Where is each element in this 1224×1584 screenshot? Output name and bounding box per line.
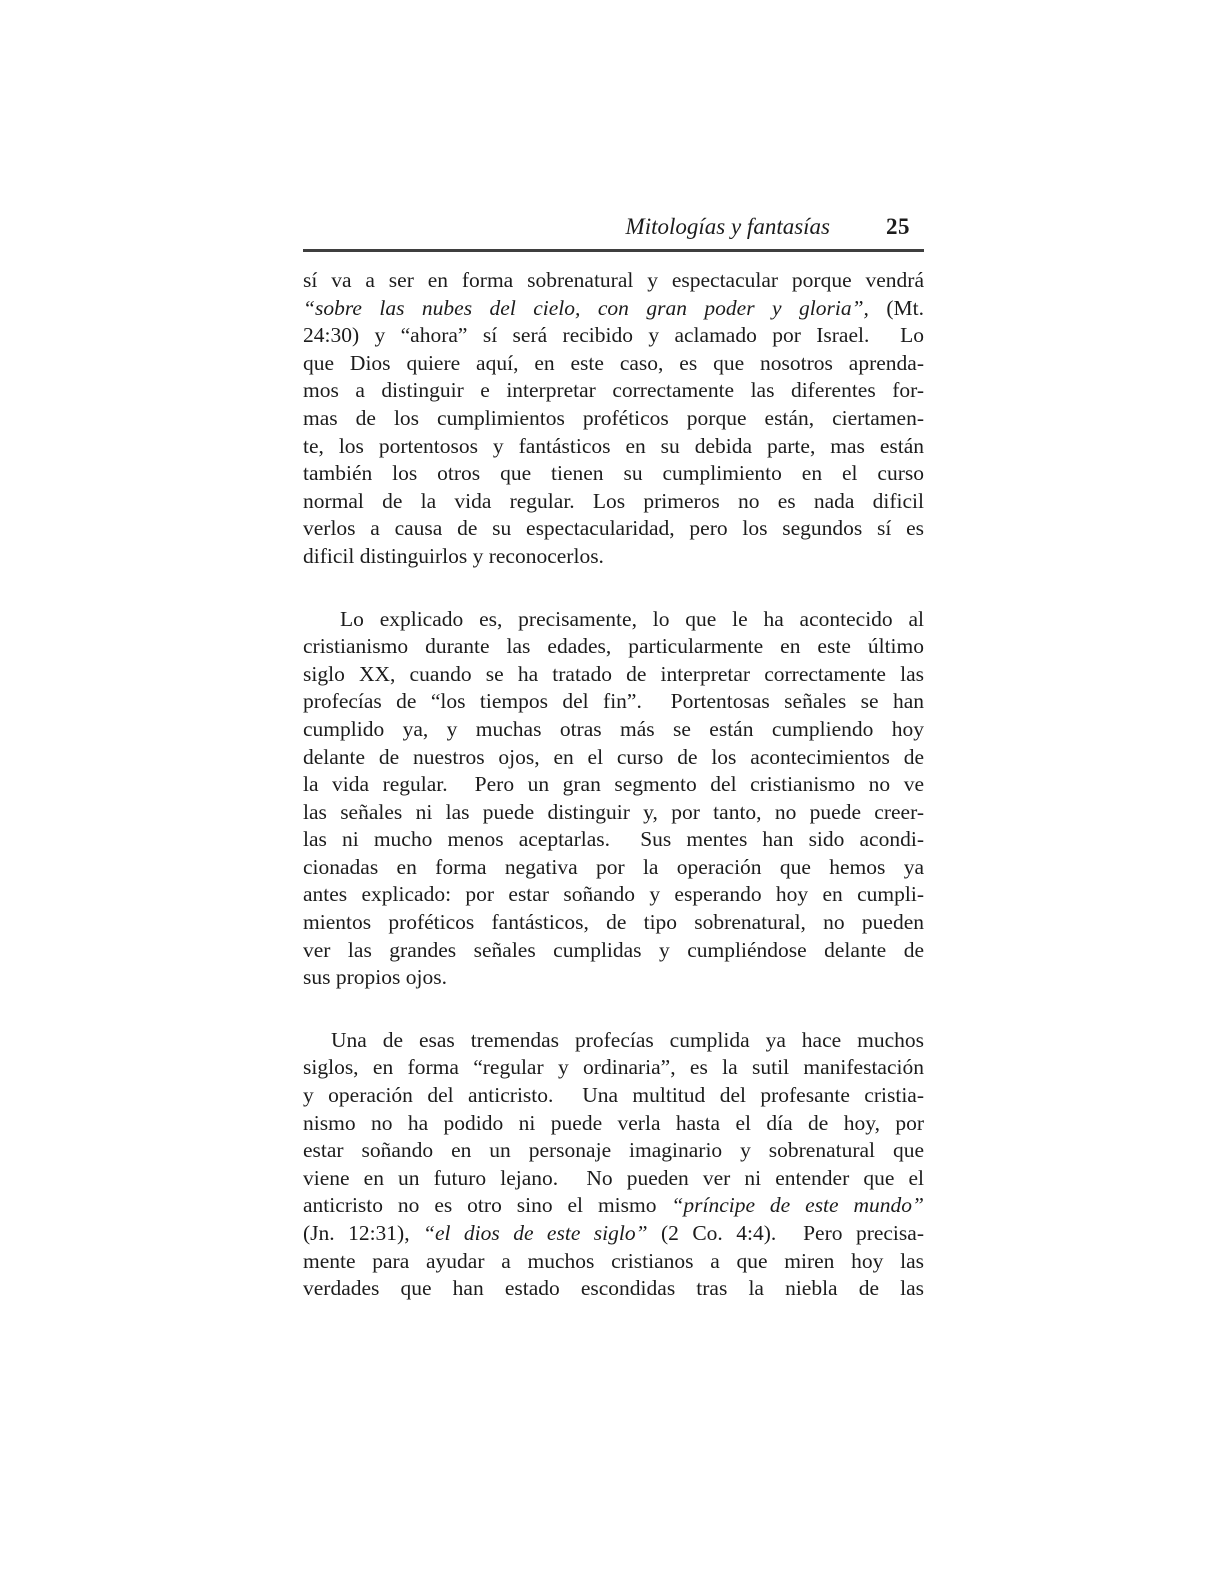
text-run: mente para ayudar a muchos cristianos a que miren hoy las	[303, 1248, 924, 1273]
text-column-wrapper	[303, 214, 924, 1303]
text-line	[303, 267, 924, 295]
text-run: Una de esas tremendas profecías cumplida ya hace muchos	[331, 1027, 924, 1052]
text-run: profecías de “los tiempos del fin”. Portentosas señales se han	[303, 689, 924, 714]
header-title: Mitologías y fantasías	[625, 214, 830, 239]
text-run: cionadas en forma negativa por la operación que hemos ya	[303, 854, 924, 879]
text-line	[303, 295, 924, 323]
text-line	[303, 1275, 924, 1303]
text-line	[303, 1192, 924, 1220]
text-run: (2 Co. 4:4). Pero precisa-	[647, 1221, 924, 1245]
text-line	[303, 405, 924, 433]
text-run: mos a distinguir e interpretar correctamente las diferentes for-	[303, 378, 924, 403]
text-line	[303, 488, 924, 516]
text-line	[303, 1165, 924, 1193]
italic-quote-run: “sobre las nubes del cielo, con gran poder y gloria”,	[303, 295, 869, 320]
page-number: 25	[886, 214, 910, 239]
text-run: mas de los cumplimientos proféticos porque están, ciertamen-	[303, 405, 924, 430]
text-line	[303, 744, 924, 772]
text-run: verlos a causa de su espectacularidad, pero los segundos sí es	[303, 516, 924, 541]
text-line	[303, 1137, 924, 1165]
text-line	[303, 909, 924, 937]
text-line	[303, 799, 924, 827]
text-run: anticristo no es otro sino el mismo	[303, 1193, 672, 1218]
text-line	[303, 515, 924, 543]
text-run: sí va a ser en forma sobrenatural y espectacular porque vendrá	[303, 268, 924, 292]
text-run: verdades que han estado escondidas tras la niebla de las	[303, 1276, 924, 1301]
text-run: las ni mucho menos aceptarlas. Sus mentes han sido acondi-	[303, 827, 924, 852]
text-run: mientos proféticos fantásticos, de tipo sobrenatural, no pueden	[303, 910, 924, 935]
text-line	[303, 1054, 924, 1082]
paragraph	[303, 1027, 924, 1303]
text-line	[303, 937, 924, 965]
text-run: siglo XX, cuando se ha tratado de interpretar correctamente las	[303, 661, 924, 686]
text-run: la vida regular. Pero un gran segmento del cristianismo no ve	[303, 772, 924, 797]
text-line	[303, 826, 924, 854]
italic-quote-run: “el dios de este siglo”	[423, 1221, 648, 1245]
text-line	[303, 460, 924, 488]
text-run: Lo explicado es, precisamente, lo que le ha acontecido al	[340, 606, 924, 631]
text-run: estar soñando en un personaje imaginario y sobrenatural que	[303, 1138, 924, 1163]
text-run: 24:30) y “ahora” sí será recibido y aclamado por Israel. Lo	[303, 323, 924, 348]
text-run: viene en un futuro lejano. No pueden ver ni entender que el	[303, 1165, 924, 1190]
text-run: también los otros que tienen su cumplimiento en el curso	[303, 461, 924, 486]
text-line	[303, 606, 924, 634]
text-line	[303, 716, 924, 744]
text-line	[303, 633, 924, 661]
text-line	[303, 377, 924, 405]
text-run: nismo no ha podido ni puede verla hasta el día de hoy, por	[303, 1110, 924, 1135]
text-line	[303, 661, 924, 689]
text-run: (Mt.	[868, 295, 924, 320]
text-line	[303, 1082, 924, 1110]
text-line	[303, 688, 924, 716]
text-line	[303, 322, 924, 350]
text-line	[303, 881, 924, 909]
text-line	[303, 771, 924, 799]
text-run: las señales ni las puede distinguir y, por tanto, no puede creer-	[303, 799, 924, 824]
text-line	[303, 1220, 924, 1248]
text-run: normal de la vida regular. Los primeros no es nada dificil	[303, 488, 924, 513]
text-run: dificil distinguirlos y reconocerlos.	[303, 543, 604, 568]
text-run: que Dios quiere aquí, en este caso, es que nosotros aprenda-	[303, 350, 924, 375]
text-run: cristianismo durante las edades, particularmente en este último	[303, 634, 924, 659]
italic-quote-run: “príncipe de este mundo”	[671, 1193, 924, 1218]
text-run: te, los portentosos y fantásticos en su debida parte, mas están	[303, 433, 924, 458]
text-line	[303, 1027, 924, 1055]
text-column	[303, 267, 924, 1303]
text-line	[303, 1110, 924, 1138]
text-run: delante de nuestros ojos, en el curso de los acontecimientos de	[303, 744, 924, 769]
text-line	[303, 433, 924, 461]
text-line	[303, 543, 924, 571]
text-run: cumplido ya, y muchas otras más se están cumpliendo hoy	[303, 716, 924, 741]
text-line	[303, 964, 924, 992]
text-run: antes explicado: por estar soñando y esperando hoy en cumpli-	[303, 882, 924, 907]
text-line	[303, 854, 924, 882]
paragraph	[303, 606, 924, 992]
text-run: ver las grandes señales cumplidas y cumpliéndose delante de	[303, 937, 924, 962]
text-run: siglos, en forma “regular y ordinaria”, es la sutil manifestación	[303, 1055, 924, 1080]
text-run: (Jn. 12:31),	[303, 1221, 424, 1245]
paragraph	[303, 267, 924, 571]
running-header	[303, 214, 924, 249]
text-line	[303, 350, 924, 378]
text-line	[303, 1248, 924, 1276]
text-run: sus propios ojos.	[303, 965, 447, 990]
text-run: y operación del anticristo. Una multitud del profesante cristia-	[303, 1083, 924, 1108]
header-rule	[303, 249, 924, 252]
